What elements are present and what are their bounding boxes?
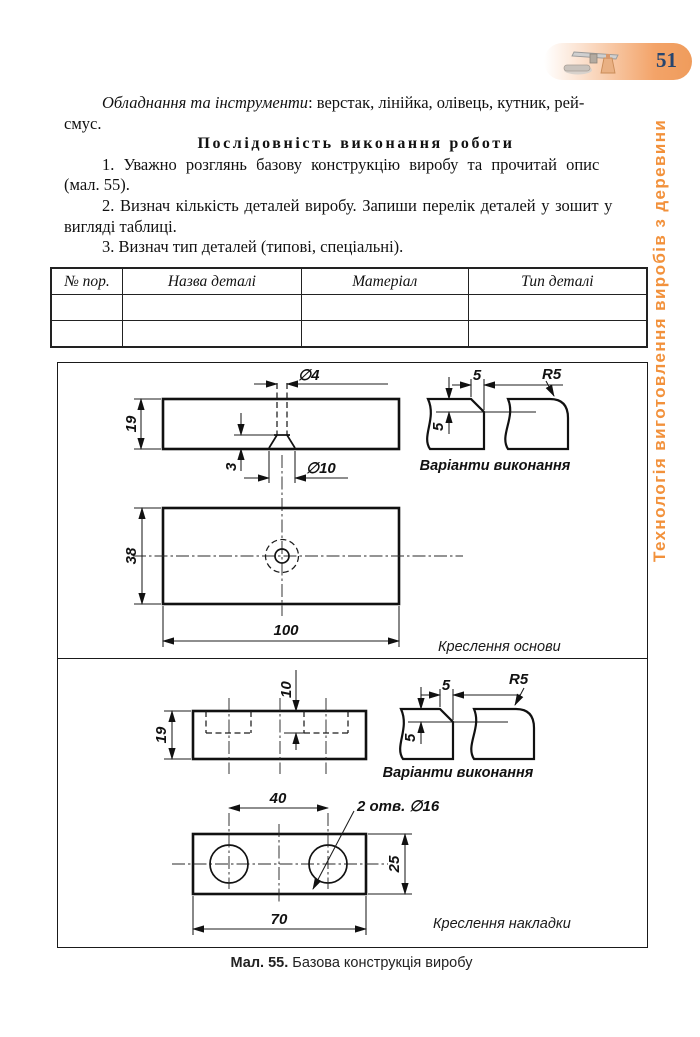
- dim-spacing40: 40: [269, 790, 287, 807]
- dim-width38: 38: [123, 547, 140, 565]
- step-1-line-2: (мал. 55).: [64, 175, 130, 195]
- dim-length100: 100: [273, 622, 299, 639]
- overlay-side-view: [193, 711, 366, 759]
- figure-caption: [57, 955, 646, 971]
- step-2-line-2: вигляді таблиці.: [64, 216, 177, 236]
- dim-chamfer-w: 5: [472, 367, 482, 384]
- base-drawing-section: [58, 363, 647, 659]
- figure-frame: [57, 362, 648, 948]
- header-name: Назва деталі: [123, 268, 302, 295]
- table-header-row: [51, 268, 647, 295]
- base-side-view: [163, 399, 399, 449]
- step-2-line-1: 2. Визнач кількість деталей виробу. Запиши перелік деталей у зошит у: [102, 195, 613, 215]
- holes-leader-label: 2 отв. ∅16: [357, 798, 440, 815]
- equipment-line-1: Обладнання та інструменти: верстак, лінійка, олівець, кутник, рей-: [102, 93, 585, 112]
- equipment-label: Обладнання та інструменти: [102, 93, 309, 112]
- dim-chamfer-h: 5: [402, 733, 419, 742]
- dim-dia4: ∅4: [298, 367, 320, 384]
- overlay-caption: Креслення накладки: [433, 916, 571, 932]
- dim-depth10: 10: [278, 681, 295, 698]
- body-text: [64, 93, 648, 258]
- dim-length70: 70: [270, 911, 288, 928]
- dim-width25: 25: [386, 855, 403, 873]
- header-number: № пор.: [51, 268, 123, 295]
- dim-height19: 19: [123, 415, 140, 433]
- table-row: [51, 295, 647, 321]
- variant-radius: [505, 399, 568, 449]
- overlay-drawing: [58, 658, 647, 947]
- dim-dia10: ∅10: [306, 460, 336, 477]
- base-drawing: [58, 363, 647, 658]
- dim-depth3: 3: [223, 462, 240, 471]
- figure-caption-text: Базова конструкція виробу: [288, 955, 473, 971]
- variants-label: Варіанти виконання: [419, 458, 571, 474]
- chapter-sidebar-title: Технологія виготовлення виробів з деревини: [650, 118, 669, 562]
- page-number: 51: [656, 48, 677, 72]
- dim-height19: 19: [153, 726, 170, 744]
- dim-r5: R5: [509, 671, 529, 688]
- header-material: Матеріал: [301, 268, 468, 295]
- header-type: Тип деталі: [468, 268, 647, 295]
- dim-r5: R5: [542, 366, 562, 383]
- dim-chamfer-h: 5: [430, 422, 447, 431]
- step-1-line-1: 1. Уважно розглянь базову конструкцію виробу та прочитай опис: [102, 154, 600, 174]
- variant-radius: [471, 709, 534, 759]
- parts-table: [50, 267, 648, 348]
- step-3: 3. Визнач тип деталей (типові, спеціальні).: [102, 237, 404, 257]
- variants-label: Варіанти виконання: [382, 765, 534, 781]
- table-row: [51, 321, 647, 348]
- page-number-badge: [544, 43, 692, 80]
- overlay-drawing-section: [58, 658, 647, 947]
- dim-chamfer-w: 5: [441, 677, 451, 694]
- figure-caption-number: Мал. 55.: [230, 955, 289, 971]
- base-caption: Креслення основи: [438, 639, 561, 655]
- section-heading: Послідовність виконання роботи: [197, 135, 515, 153]
- equipment-line-2: смус.: [64, 113, 102, 133]
- countersink: [269, 435, 295, 448]
- tools-illustration: [560, 46, 626, 77]
